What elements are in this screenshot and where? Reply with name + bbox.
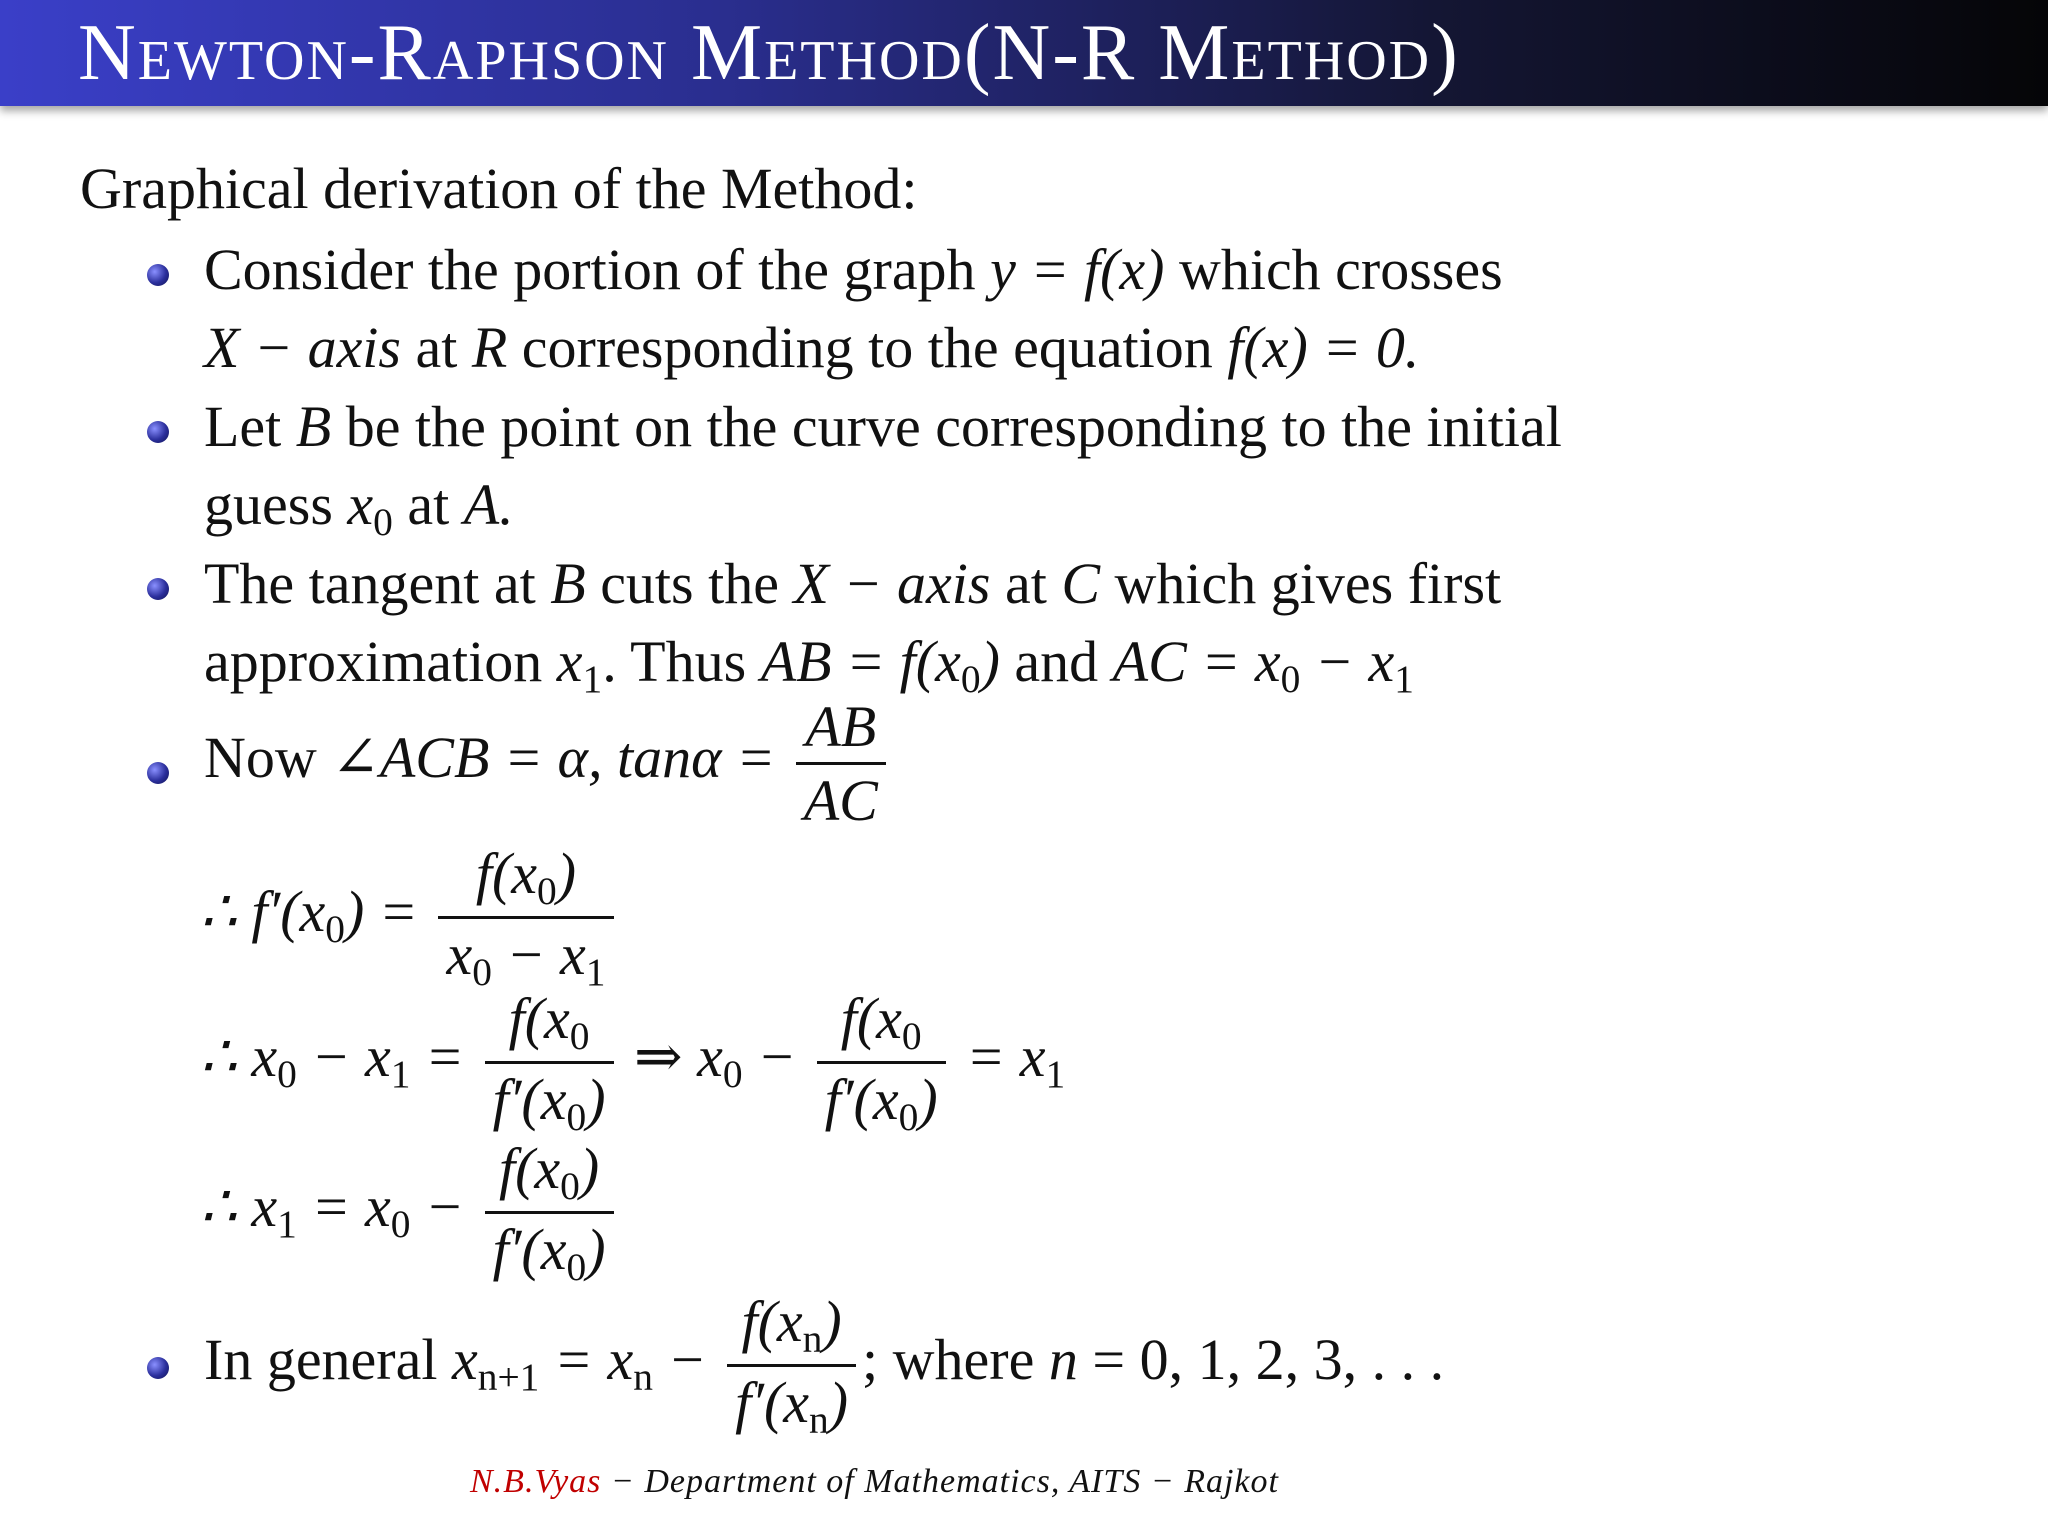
math: X − axis (204, 315, 401, 380)
footer-separator: − (601, 1463, 645, 1500)
math: AB = $f(x_0)$ (760, 629, 1000, 702)
math: ∠ACB = α, tanα = (331, 724, 776, 790)
equation-1 (200, 840, 620, 995)
text: Now (204, 724, 317, 790)
math: C (1061, 551, 1101, 616)
fraction: $\frac{f(x_0)}{x_0 - x_1}$ (438, 840, 613, 995)
bullet-4-line (204, 693, 892, 834)
text: Let (204, 394, 282, 459)
equation-3 (200, 1135, 620, 1290)
math: R (471, 315, 508, 380)
fraction: $\frac{f(x_0)}{f'(x_0)}$ (485, 1135, 614, 1290)
text: where (892, 1326, 1035, 1392)
text: which gives first (1114, 551, 1502, 616)
bullet-marker-2 (147, 421, 169, 443)
math: = 0, 1, 2, 3, . . . (1092, 1326, 1445, 1392)
fraction: $\frac{f(x_0}{f'(x_0)}$ (817, 985, 946, 1140)
bullet-3-line-2 (204, 628, 1414, 702)
footer (470, 1463, 1279, 1501)
text: at (1004, 551, 1047, 616)
text: guess (204, 472, 333, 537)
math: A. (463, 472, 514, 537)
bullet-3-line-1 (204, 550, 1501, 617)
fraction: $\frac{f(x_n)}{f'(x_n)}$ (727, 1288, 856, 1443)
rhs: = $x_1$ (966, 1023, 1066, 1096)
text: approximation (204, 629, 543, 694)
text: Consider the portion of the graph (204, 237, 976, 302)
equation-2 (200, 985, 1065, 1140)
footer-department: Department of Mathematics, AITS (644, 1463, 1142, 1500)
math: B (295, 394, 332, 459)
text: which crosses (1178, 237, 1503, 302)
bullet-marker-3 (147, 578, 169, 600)
math: y = f(x) (990, 237, 1165, 302)
fraction-ab-ac: $\frac{AB}{AC}$ (796, 693, 886, 834)
bullet-marker-4 (147, 762, 169, 784)
text: In general (204, 1326, 438, 1392)
text: be the point on the curve corresponding to the initial (345, 394, 1562, 459)
math: $x_{n+1} = x_n$ − (451, 1326, 707, 1399)
bullet-2-line-2 (204, 471, 514, 545)
footer-author: N.B.Vyas (470, 1463, 602, 1500)
bullet-5-line (204, 1288, 1444, 1443)
text: The tangent at (204, 551, 536, 616)
text: corresponding to the equation (521, 315, 1213, 380)
math: B (550, 551, 586, 616)
implies: ⇒ $x_0$ − (634, 1023, 797, 1096)
math: AC = $x_0 - x_1$ (1112, 629, 1414, 702)
bullet-2-line-1 (204, 393, 1562, 460)
slide-title: Newton-Raphson Method(N-R Method) (78, 9, 1460, 97)
bullet-marker-5 (147, 1357, 169, 1379)
text: at (407, 472, 450, 537)
math: $x_0$ (347, 472, 393, 545)
text: . Thus (602, 629, 747, 694)
bullet-1-line-1 (204, 236, 1503, 303)
section-heading: Graphical derivation of the Method: (80, 156, 918, 221)
bullet-marker-1 (147, 264, 169, 286)
text: cuts the (600, 551, 779, 616)
lhs: ∴ $f'(x_0)$ = (200, 878, 418, 951)
fraction: $\frac{f(x_0}{f'(x_0)}$ (485, 985, 614, 1140)
math: f(x) = 0. (1227, 315, 1420, 380)
math: n (1048, 1326, 1078, 1392)
text: at (415, 315, 458, 380)
math: X − axis (793, 551, 991, 616)
bullet-1-line-2 (204, 314, 1419, 381)
footer-separator: − (1141, 1463, 1185, 1500)
lhs: ∴ $x_1 = x_0$ − (200, 1173, 465, 1246)
footer-place: Rajkot (1184, 1463, 1279, 1500)
lhs: ∴ $x_0 - x_1$ = (200, 1023, 465, 1096)
text: ; (862, 1326, 879, 1392)
math: $x_1$ (556, 629, 603, 702)
text: and (1014, 629, 1099, 694)
